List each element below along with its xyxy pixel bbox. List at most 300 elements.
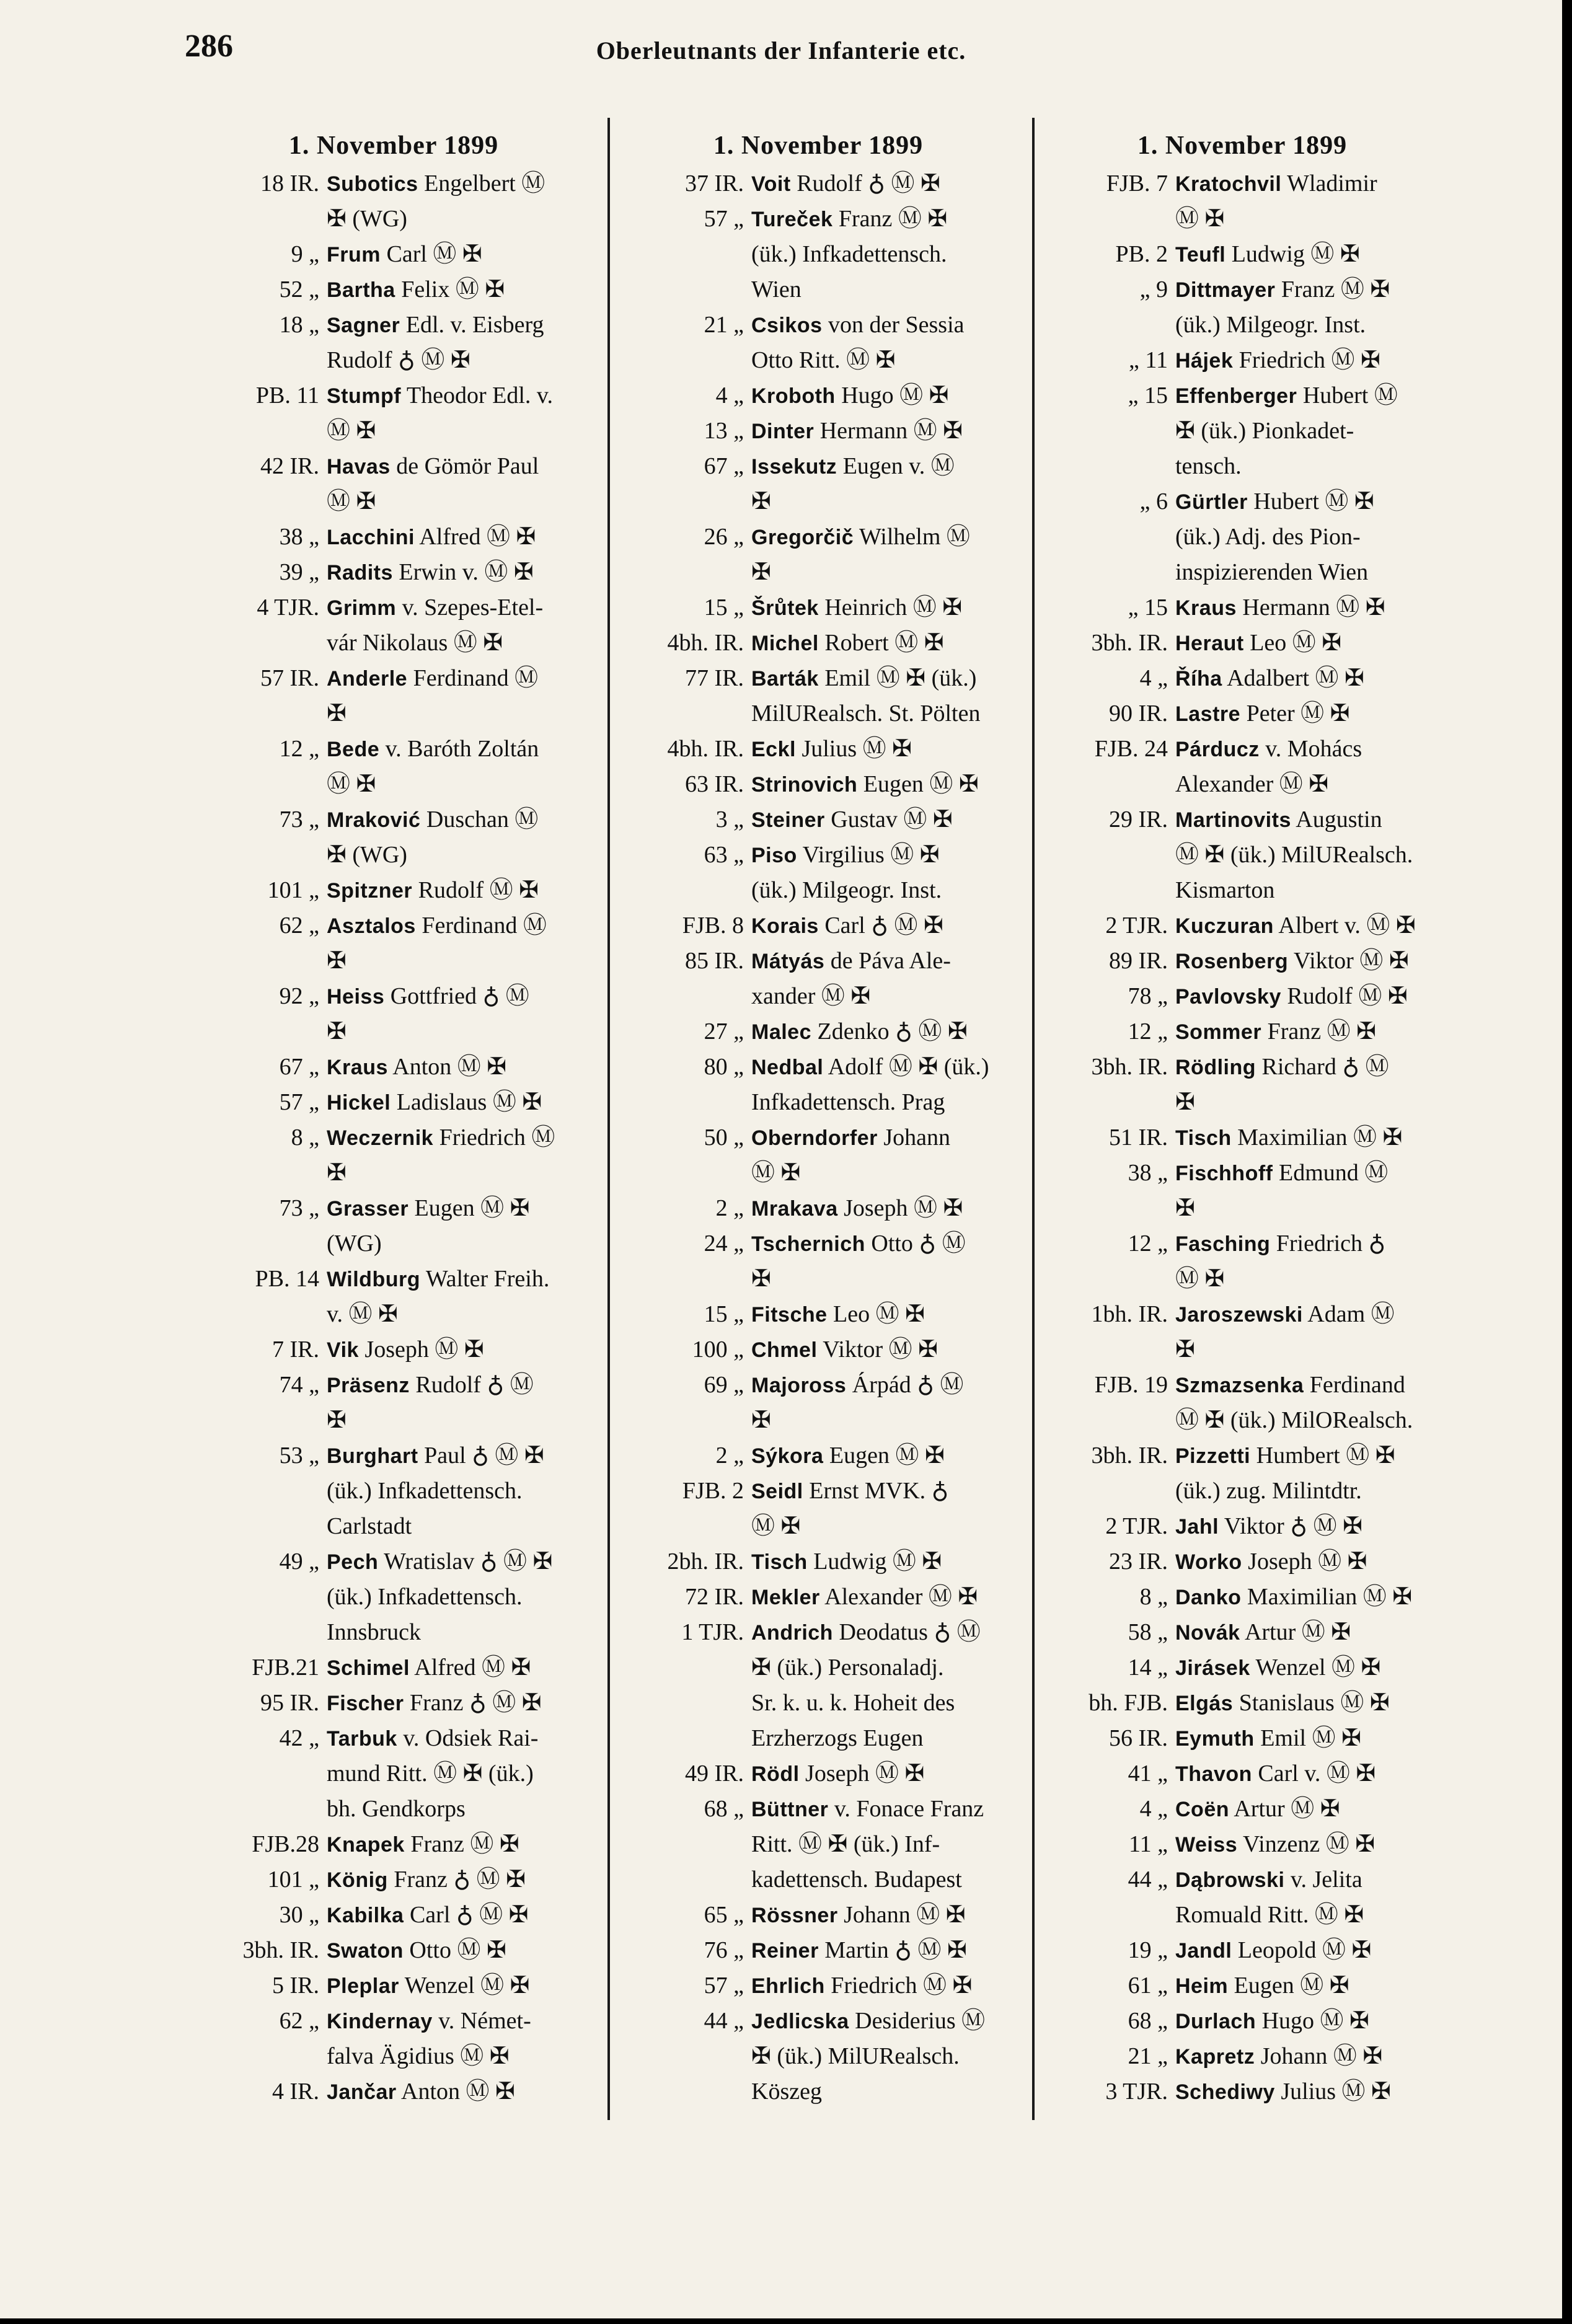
entry-line (620, 413, 1017, 449)
surname: Büttner (751, 1798, 829, 1821)
entry-text: Majoross Árpád ♁ Ⓜ (751, 1372, 964, 1398)
surname: Tisch (751, 1550, 808, 1574)
entry-line (1044, 201, 1441, 237)
entry-text: Strinovich Eugen Ⓜ ✠ (751, 771, 979, 797)
entry-text: Fischer Franz ♁ Ⓜ ✠ (327, 1690, 542, 1716)
entry-line (1044, 943, 1441, 979)
entry-text: Kabilka Carl ♁ Ⓜ ✠ (327, 1902, 529, 1928)
entry-line (1044, 1544, 1441, 1580)
entry-line (620, 1261, 1017, 1297)
surname: Pleplar (327, 1974, 399, 1998)
entry-list (195, 166, 592, 2110)
unit-designation: 51 IR. (1109, 1124, 1168, 1151)
surname: Anderle (327, 667, 408, 691)
unit-designation: FJB. 19 (1094, 1372, 1168, 1398)
unit-designation: 18 „ (279, 312, 319, 338)
page-number: 286 (185, 29, 233, 64)
unit-designation: 12 „ (1128, 1018, 1168, 1045)
entry-line (195, 590, 592, 625)
entry-text: Korais Carl ♁ Ⓜ ✠ (751, 912, 943, 939)
entry-line (195, 2004, 592, 2039)
entry-line (620, 767, 1017, 802)
unit-designation: „ 9 (1139, 276, 1168, 303)
entry-line (1044, 1650, 1441, 1686)
unit-designation: PB. 14 (255, 1266, 319, 1292)
entry-list (1044, 166, 1441, 2110)
entry-line (620, 519, 1017, 555)
unit-designation: 41 „ (1128, 1761, 1168, 1787)
entry-line (1044, 413, 1441, 449)
entry-text: xander Ⓜ ✠ (751, 983, 871, 1009)
entry-line (620, 237, 1017, 272)
unit-designation: „ 6 (1139, 488, 1168, 515)
entry-line (1044, 1155, 1441, 1191)
entry-line (195, 943, 592, 979)
entry-line (620, 1297, 1017, 1332)
entry-line (1044, 1509, 1441, 1544)
entry-text: König Franz ♁ Ⓜ ✠ (327, 1867, 526, 1893)
surname: Gregorčič (751, 526, 854, 549)
column-3 (1044, 125, 1441, 2110)
surname: Worko (1175, 1550, 1242, 1574)
entry-text: Martinovits Augustin (1175, 806, 1382, 833)
entry-line (1044, 1261, 1441, 1297)
entry-text: (ük.) Infkadettensch. (327, 1584, 523, 1610)
unit-designation: 30 „ (279, 1902, 319, 1928)
unit-designation: 3bh. IR. (242, 1937, 319, 1963)
unit-designation: 50 „ (704, 1124, 744, 1151)
entry-text: tensch. (1175, 453, 1242, 479)
entry-line (1044, 731, 1441, 767)
unit-designation: 76 „ (704, 1937, 744, 1963)
unit-designation: FJB.28 (252, 1831, 319, 1857)
entry-line (195, 1721, 592, 1756)
entry-text: Weczernik Friedrich Ⓜ (327, 1124, 555, 1151)
entry-text: Steiner Gustav Ⓜ ✠ (751, 806, 953, 833)
unit-designation: 29 IR. (1109, 806, 1168, 833)
surname: Hájek (1175, 349, 1234, 373)
entry-text: Bede v. Baróth Zoltán (327, 736, 539, 762)
surname: Frum (327, 243, 381, 267)
entry-text: Rudolf ♁ Ⓜ ✠ (327, 347, 470, 373)
unit-designation: „ 15 (1128, 594, 1168, 621)
unit-designation: FJB.21 (252, 1655, 319, 1681)
entry-text: inspizierenden Wien (1175, 559, 1369, 585)
entry-text: Rödl Joseph Ⓜ ✠ (751, 1761, 925, 1787)
entry-text: Wien (751, 276, 801, 303)
entry-line (620, 731, 1017, 767)
entry-line (195, 272, 592, 307)
entry-text: Stumpf Theodor Edl. v. (327, 382, 553, 409)
entry-line (620, 1438, 1017, 1473)
unit-designation: FJB. 24 (1094, 736, 1168, 762)
unit-designation: 78 „ (1128, 983, 1168, 1009)
entry-line (1044, 519, 1441, 555)
entry-line (195, 661, 592, 696)
surname: Jandl (1175, 1939, 1232, 1963)
entry-text: Voit Rudolf ♁ Ⓜ ✠ (751, 170, 940, 197)
surname: Fischer (327, 1692, 404, 1715)
entry-line (620, 1792, 1017, 1827)
surname: Steiner (751, 808, 825, 832)
unit-designation: 5 IR. (272, 1973, 319, 1999)
entry-line (620, 1120, 1017, 1155)
entry-text: ✠ (327, 948, 347, 974)
entry-line (195, 484, 592, 519)
entry-list (620, 166, 1017, 2110)
entry-line (195, 1155, 592, 1191)
entry-line (620, 307, 1017, 343)
surname: Lastre (1175, 702, 1241, 726)
unit-designation: 26 „ (704, 524, 744, 550)
unit-designation: 14 „ (1128, 1655, 1168, 1681)
entry-line (195, 873, 592, 908)
entry-line (620, 625, 1017, 661)
unit-designation: 23 IR. (1109, 1549, 1168, 1575)
entry-text: Thavon Carl v. Ⓜ ✠ (1175, 1761, 1376, 1787)
entry-text: Mraković Duschan Ⓜ (327, 806, 539, 833)
entry-line (620, 873, 1017, 908)
surname: Asztalos (327, 914, 416, 938)
entry-text: Burghart Paul ♁ Ⓜ ✠ (327, 1443, 544, 1469)
entry-line (195, 1297, 592, 1332)
unit-designation: 53 „ (279, 1443, 319, 1469)
unit-designation: 13 „ (704, 418, 744, 444)
column-rule (607, 118, 610, 2120)
entry-line (195, 837, 592, 873)
entry-line (195, 1191, 592, 1226)
entry-text: ✠ (751, 559, 771, 585)
entry-text: ✠ (1175, 1337, 1195, 1363)
entry-line (620, 166, 1017, 201)
surname: Havas (327, 455, 391, 479)
surname: Rössner (751, 1904, 838, 1927)
surname: Coën (1175, 1798, 1229, 1821)
entry-text: Oberndorfer Johann (751, 1124, 951, 1151)
surname: Jančar (327, 2080, 397, 2104)
surname: Swaton (327, 1939, 404, 1963)
entry-line (195, 767, 592, 802)
entry-line (620, 1226, 1017, 1261)
entry-line (620, 1862, 1017, 1898)
unit-designation: 62 „ (279, 912, 319, 939)
entry-line (195, 237, 592, 272)
surname: Jahl (1175, 1515, 1219, 1539)
surname: Strinovich (751, 773, 858, 797)
unit-designation: 49 „ (279, 1549, 319, 1575)
entry-text: vár Nikolaus Ⓜ ✠ (327, 630, 503, 656)
entry-text: Kroboth Hugo Ⓜ ✠ (751, 382, 949, 409)
surname: Sagner (327, 314, 400, 337)
entry-text: Kraus Hermann Ⓜ ✠ (1175, 594, 1385, 621)
column-heading: 1. November 1899 (713, 131, 924, 160)
entry-text: Barták Emil Ⓜ ✠ (ük.) (751, 665, 977, 691)
unit-designation: 2 TJR. (1105, 1513, 1168, 1539)
entry-text: Grimm v. Szepes-Etel- (327, 594, 544, 621)
surname: Kraus (1175, 596, 1237, 620)
entry-line (1044, 1756, 1441, 1792)
entry-line (195, 1438, 592, 1473)
surname: Malec (751, 1020, 811, 1044)
entry-line (620, 1580, 1017, 1615)
entry-line (620, 1827, 1017, 1862)
entry-line (1044, 2074, 1441, 2110)
entry-text: ✠ (ük.) Pionkadet- (1175, 418, 1354, 444)
unit-designation: 21 „ (704, 312, 744, 338)
unit-designation: 65 „ (704, 1902, 744, 1928)
surname: Radits (327, 561, 393, 585)
entry-line (1044, 272, 1441, 307)
entry-line (1044, 908, 1441, 943)
surname: Knapek (327, 1833, 405, 1857)
entry-text: Teufl Ludwig Ⓜ ✠ (1175, 241, 1360, 267)
unit-designation: 72 IR. (685, 1584, 744, 1610)
entry-text: Ⓜ ✠ (1175, 1266, 1225, 1292)
entry-text: Jandl Leopold Ⓜ ✠ (1175, 1937, 1372, 1963)
entry-text: Hickel Ladislaus Ⓜ ✠ (327, 1089, 542, 1115)
entry-text: Kratochvil Wladimir (1175, 170, 1377, 197)
surname: Schediwy (1175, 2080, 1275, 2104)
unit-designation: 4 „ (715, 382, 744, 409)
running-head: Oberleutnants der Infanterie etc. (596, 37, 966, 64)
surname: Oberndorfer (751, 1126, 878, 1150)
entry-line (620, 661, 1017, 696)
entry-line (620, 1155, 1017, 1191)
unit-designation: 67 „ (279, 1054, 319, 1080)
surname: Effenberger (1175, 384, 1297, 408)
entry-text: Gregorčič Wilhelm Ⓜ (751, 524, 970, 550)
unit-designation: 1 TJR. (681, 1619, 744, 1645)
entry-line (1044, 1933, 1441, 1968)
surname: Jirásek (1175, 1656, 1250, 1680)
entry-text: Jančar Anton Ⓜ ✠ (327, 2079, 515, 2105)
surname: Schimel (327, 1656, 410, 1680)
entry-line (195, 519, 592, 555)
unit-designation: 1bh. IR. (1091, 1301, 1168, 1327)
entry-text: Danko Maximilian Ⓜ ✠ (1175, 1584, 1413, 1610)
entry-line (1044, 625, 1441, 661)
unit-designation: 2bh. IR. (667, 1549, 744, 1575)
entry-line (1044, 1827, 1441, 1862)
surname: Dittmayer (1175, 278, 1276, 302)
entry-text: Ⓜ ✠ (ük.) MilORealsch. (1175, 1407, 1413, 1433)
entry-text: Vik Joseph Ⓜ ✠ (327, 1337, 484, 1363)
unit-designation: 4bh. IR. (667, 630, 744, 656)
surname: Reiner (751, 1939, 819, 1963)
surname: Tisch (1175, 1126, 1232, 1150)
entry-line (620, 343, 1017, 378)
entry-line (620, 1332, 1017, 1367)
unit-designation: 4bh. IR. (667, 736, 744, 762)
surname: Michel (751, 632, 819, 655)
surname: Tureček (751, 208, 833, 231)
unit-designation: 18 IR. (260, 170, 319, 197)
entry-text: Rödling Richard ♁ Ⓜ (1175, 1054, 1389, 1080)
entry-line (1044, 1191, 1441, 1226)
entry-text: ✠ (327, 1160, 347, 1186)
surname: Durlach (1175, 2010, 1256, 2033)
entry-text: Infkadettensch. Prag (751, 1089, 945, 1115)
surname: Kindernay (327, 2010, 433, 2033)
unit-designation: 8 „ (291, 1124, 319, 1151)
entry-text: Sýkora Eugen Ⓜ ✠ (751, 1443, 945, 1469)
entry-line (620, 696, 1017, 731)
entry-line (1044, 1120, 1441, 1155)
entry-text: Heraut Leo Ⓜ ✠ (1175, 630, 1342, 656)
entry-text: (WG) (327, 1230, 382, 1257)
surname: Bede (327, 738, 380, 761)
entry-text: (ük.) zug. Milintdtr. (1175, 1478, 1362, 1504)
unit-designation: 90 IR. (1109, 700, 1168, 727)
surname: Hickel (327, 1091, 391, 1115)
unit-designation: 44 „ (1128, 1867, 1168, 1893)
unit-designation: 2 TJR. (1105, 912, 1168, 939)
entry-text: ✠ (ük.) Personaladj. (751, 1655, 944, 1681)
entry-text: Sagner Edl. v. Eisberg (327, 312, 544, 338)
unit-designation: 68 „ (704, 1796, 744, 1822)
entry-line (620, 979, 1017, 1014)
surname: Pizzetti (1175, 1444, 1251, 1468)
entry-text: Piso Virgilius Ⓜ ✠ (751, 842, 940, 868)
surname: Majoross (751, 1374, 847, 1397)
entry-text: Ⓜ ✠ (327, 771, 376, 797)
unit-designation: 3 TJR. (1105, 2079, 1168, 2105)
entry-line (195, 802, 592, 837)
unit-designation: 44 „ (704, 2008, 744, 2034)
entry-line (195, 449, 592, 484)
surname: Szmazsenka (1175, 1374, 1304, 1397)
surname: Říha (1175, 667, 1222, 691)
entry-line (1044, 1721, 1441, 1756)
entry-line (195, 1085, 592, 1120)
entry-line (195, 1473, 592, 1509)
entry-text: Asztalos Ferdinand Ⓜ (327, 912, 547, 939)
entry-text: (ük.) Infkadettensch. (327, 1478, 523, 1504)
entry-line (620, 2074, 1017, 2110)
entry-text: Erzherzogs Eugen (751, 1725, 924, 1751)
entry-line (1044, 449, 1441, 484)
entry-text: Ⓜ ✠ (327, 418, 376, 444)
surname: Issekutz (751, 455, 837, 479)
unit-designation: 39 „ (279, 559, 319, 585)
surname: Ehrlich (751, 1974, 825, 1998)
unit-designation: 3 „ (715, 806, 744, 833)
entry-text: Jaroszewski Adam Ⓜ (1175, 1301, 1395, 1327)
unit-designation: 74 „ (279, 1372, 319, 1398)
surname: Jedlicska (751, 2010, 849, 2033)
entry-line (620, 1756, 1017, 1792)
surname: Burghart (327, 1444, 418, 1468)
surname: Heraut (1175, 632, 1244, 655)
entry-line (195, 201, 592, 237)
entry-line (1044, 873, 1441, 908)
surname: Danko (1175, 1586, 1242, 1609)
entry-text: Bartha Felix Ⓜ ✠ (327, 276, 505, 303)
entry-line (1044, 1473, 1441, 1509)
entry-line (620, 1615, 1017, 1650)
surname: Fischhoff (1175, 1162, 1273, 1185)
unit-designation: 38 „ (279, 524, 319, 550)
entry-line (195, 908, 592, 943)
unit-designation: 9 „ (291, 241, 319, 267)
surname: Grimm (327, 596, 397, 620)
entry-text: ✠ (327, 1018, 347, 1045)
unit-designation: 57 „ (704, 206, 744, 232)
surname: Pech (327, 1550, 379, 1574)
unit-designation: 63 IR. (685, 771, 744, 797)
column-rule (1032, 118, 1035, 2120)
entry-text: Sommer Franz Ⓜ ✠ (1175, 1018, 1376, 1045)
surname: Seidl (751, 1480, 803, 1503)
entry-text: Sr. k. u. k. Hoheit des (751, 1690, 955, 1716)
entry-line (195, 1014, 592, 1049)
surname: Šrůtek (751, 596, 819, 620)
entry-line (195, 1049, 592, 1085)
entry-text: Ritt. Ⓜ ✠ (ük.) Inf- (751, 1831, 940, 1857)
unit-designation: 3bh. IR. (1091, 1054, 1168, 1080)
column-1 (195, 125, 592, 2110)
entry-line (1044, 1615, 1441, 1650)
entry-text: ✠ (751, 1407, 771, 1433)
unit-designation: 57 IR. (260, 665, 319, 691)
entry-text: Kismarton (1175, 877, 1275, 903)
surname: Kroboth (751, 384, 836, 408)
entry-line (620, 908, 1017, 943)
entry-line (620, 1049, 1017, 1085)
entry-line (620, 2039, 1017, 2074)
entry-text: Lacchini Alfred Ⓜ ✠ (327, 524, 536, 550)
surname: Vik (327, 1338, 359, 1362)
entry-text: Říha Adalbert Ⓜ ✠ (1175, 665, 1364, 691)
unit-designation: 68 „ (1128, 2008, 1168, 2034)
surname: Novák (1175, 1621, 1240, 1645)
entry-text: Ⓜ ✠ (1175, 206, 1225, 232)
unit-designation: 61 „ (1128, 1973, 1168, 1999)
entry-line (1044, 1367, 1441, 1403)
surname: Dinter (751, 420, 815, 443)
entry-line (620, 1367, 1017, 1403)
entry-line (620, 449, 1017, 484)
surname: Rödling (1175, 1056, 1256, 1079)
entry-text: Weiss Vinzenz Ⓜ ✠ (1175, 1831, 1376, 1857)
unit-designation: 77 IR. (685, 665, 744, 691)
entry-line (1044, 237, 1441, 272)
entry-text: Havas de Gömör Paul (327, 453, 539, 479)
unit-designation: 100 „ (692, 1337, 744, 1363)
unit-designation: 52 „ (279, 276, 319, 303)
entry-text: ✠ (WG) (327, 206, 407, 232)
unit-designation: 7 IR. (272, 1337, 319, 1363)
unit-designation: 57 „ (279, 1089, 319, 1115)
surname: Chmel (751, 1338, 818, 1362)
unit-designation: 95 IR. (260, 1690, 319, 1716)
entry-text: Dinter Hermann Ⓜ ✠ (751, 418, 963, 444)
entry-text: Kuczuran Albert v. Ⓜ ✠ (1175, 912, 1416, 939)
entry-line (1044, 1014, 1441, 1049)
entry-text: ✠ (1175, 1089, 1195, 1115)
unit-designation: 37 IR. (685, 170, 744, 197)
entry-line (1044, 2004, 1441, 2039)
entry-line (195, 166, 592, 201)
entry-line (195, 307, 592, 343)
entry-text: Fitsche Leo Ⓜ ✠ (751, 1301, 925, 1327)
surname: Subotics (327, 172, 418, 196)
entry-line (1044, 1403, 1441, 1438)
entry-text: (ük.) Milgeogr. Inst. (1175, 312, 1366, 338)
entry-text: Tisch Maximilian Ⓜ ✠ (1175, 1124, 1403, 1151)
entry-text: Effenberger Hubert Ⓜ (1175, 382, 1398, 409)
entry-text: (ük.) Adj. des Pion- (1175, 524, 1361, 550)
